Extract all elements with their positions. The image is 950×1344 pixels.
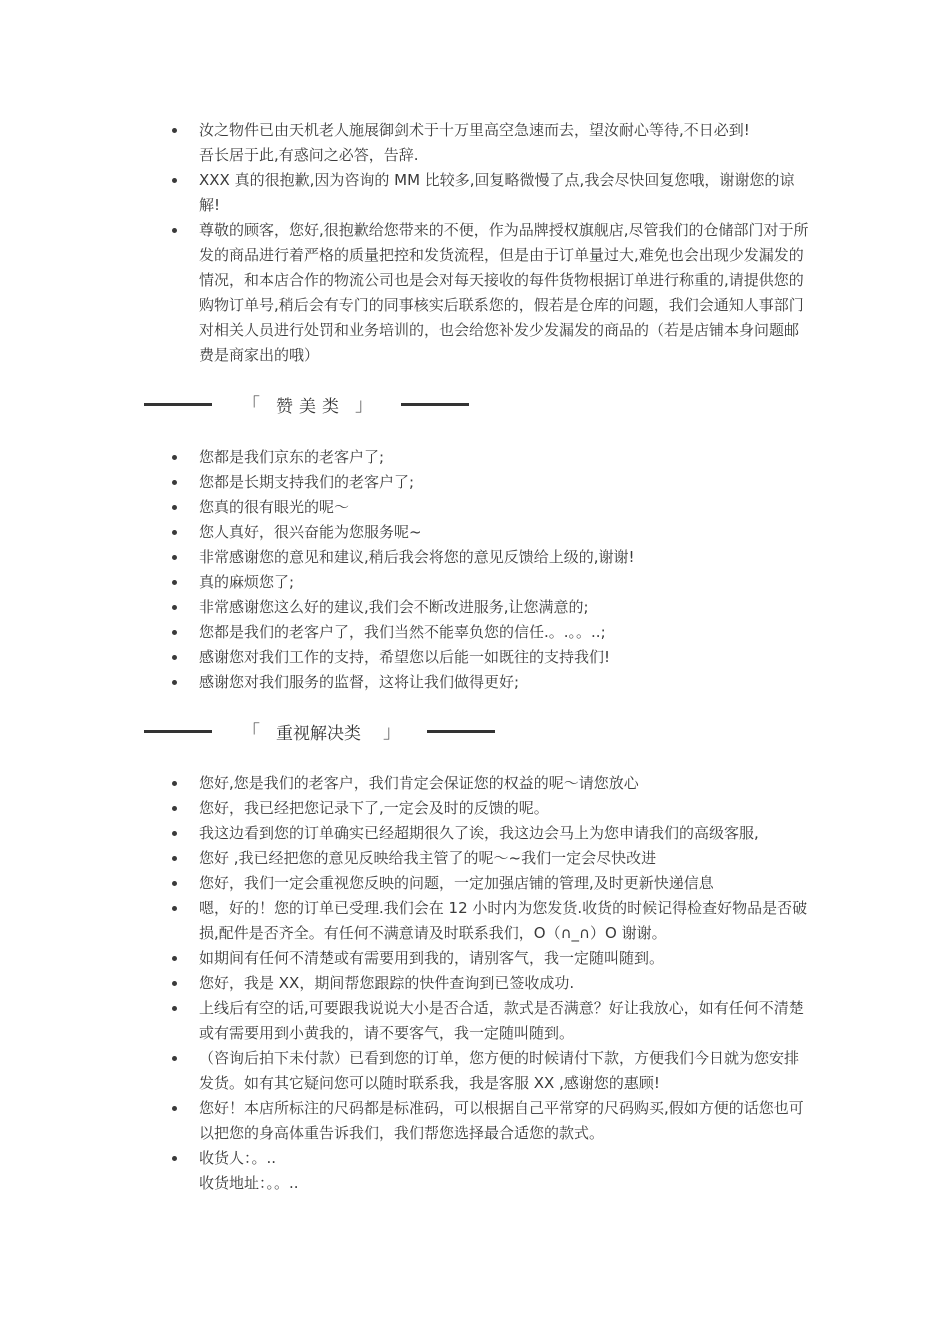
list-item: [172, 971, 812, 996]
bullet-icon: [172, 178, 177, 183]
bullet-icon: [172, 530, 177, 535]
bullet-icon: [172, 580, 177, 585]
list-item-text: 您好！本店所标注的尺码都是标准码，可以根据自己平常穿的尺码购买,假如方便的话您也可以把您的身高体重告诉我们，我们帮您选择最合适您的款式。: [199, 1099, 804, 1142]
list-item-text: 收货人：。.. 收货地址：。。..: [199, 1149, 299, 1192]
list-item-text: 尊敬的顾客，您好,很抱歉给您带来的不便，作为品牌授权旗舰店,尽管我们的仓储部门对于所发的商品进行着严格的质量把控和发货流程，但是由于订单量过大,难免也会出现少发漏发的情况，和本店合作的物流公司也是会对每天接收的每件货物根据订单进行称重的,请提供您的购物订单号,稍后会有专门的同事核实后联系您的，假若是仓库的问题，我们会通知人事部门对相关人员进行处罚和业务培训的，也会给您补发少发漏发的商品的（若是店铺本身问题邮费是商家出的哦）: [199, 221, 809, 364]
list-item-text: 感谢您对我们工作的支持，希望您以后能一如既往的支持我们!: [199, 648, 611, 666]
list-item: [172, 470, 812, 495]
list-item: [172, 620, 812, 645]
list-item: [172, 846, 812, 871]
list-item: [172, 570, 812, 595]
list-item: [172, 545, 812, 570]
list-item-text: 您人真好，很兴奋能为您服务呢~: [199, 523, 422, 541]
list-item-text: 您都是长期支持我们的老客户了;: [199, 473, 415, 491]
resolve-reply-list: [172, 771, 812, 1196]
list-item: [172, 871, 812, 896]
list-item: [172, 495, 812, 520]
list-item: [172, 168, 812, 218]
list-item-text: 感谢您对我们服务的监督，这将让我们做得更好;: [199, 673, 520, 691]
bullet-icon: [172, 1056, 177, 1061]
bullet-icon: [172, 831, 177, 836]
heading-bracket-close: 」: [383, 722, 401, 743]
list-item: [172, 1146, 812, 1196]
list-item: [172, 118, 812, 168]
bullet-icon: [172, 605, 177, 610]
bullet-icon: [172, 455, 177, 460]
bullet-icon: [172, 1006, 177, 1011]
list-item-text: 您好，我是 XX，期间帮您跟踪的快件查询到已签收成功.: [199, 974, 575, 992]
list-item-text: 非常感谢您这么好的建议,我们会不断改进服务,让您满意的;: [199, 598, 589, 616]
list-item-text: 您好 ,我已经把您的意见反映给我主管了的呢～~我们一定会尽快改进: [199, 849, 657, 867]
section-title: 重视解决类: [276, 723, 361, 744]
bullet-icon: [172, 555, 177, 560]
list-item-text: 您好,您是我们的老客户，我们肯定会保证您的权益的呢～请您放心: [199, 774, 639, 792]
list-item: [172, 1046, 812, 1096]
bullet-icon: [172, 881, 177, 886]
heading-bracket-close: 」: [355, 395, 373, 416]
praise-reply-list: [172, 445, 812, 695]
list-item-text: 非常感谢您的意见和建议,稍后我会将您的意见反馈给上级的,谢谢!: [199, 548, 635, 566]
bullet-icon: [172, 856, 177, 861]
heading-divider-right: [401, 403, 469, 406]
heading-divider-left: [144, 403, 212, 406]
list-item-text: 您好，我已经把您记录下了,一定会及时的反馈的呢。: [199, 799, 549, 817]
section-title: 赞美类: [276, 396, 345, 417]
bullet-icon: [172, 1106, 177, 1111]
list-item: [172, 771, 812, 796]
list-item: [172, 821, 812, 846]
section-heading-praise: [144, 392, 469, 416]
bullet-icon: [172, 956, 177, 961]
list-item: [172, 595, 812, 620]
list-item: [172, 946, 812, 971]
list-item-text: 您真的很有眼光的呢～: [199, 498, 350, 516]
list-item: [172, 896, 812, 946]
heading-divider-right: [427, 730, 495, 733]
list-item: [172, 445, 812, 470]
list-item-text: （咨询后拍下未付款）已看到您的订单，您方便的时候请付下款，方便我们今日就为您安排发货。如有其它疑问您可以随时联系我，我是客服 XX ,感谢您的惠顾!: [199, 1049, 800, 1092]
list-item-text: 您都是我们京东的老客户了;: [199, 448, 385, 466]
heading-bracket-open: 「: [242, 395, 260, 416]
list-item: [172, 218, 812, 368]
list-item-text: 汝之物件已由天机老人施展御剑术于十万里高空急速而去，望汝耐心等待,不日必到! 吾长居于此,有惑问之必答，告辞.: [199, 121, 750, 164]
list-item-text: 真的麻烦您了;: [199, 573, 295, 591]
bullet-icon: [172, 981, 177, 986]
bullet-icon: [172, 480, 177, 485]
list-item: [172, 996, 812, 1046]
list-item-text: 上线后有空的话,可要跟我说说大小是否合适，款式是否满意？好让我放心，如有任何不清楚或有需要用到小黄我的，请不要客气，我一定随叫随到。: [199, 999, 804, 1042]
list-item: [172, 520, 812, 545]
list-item-text: 如期间有任何不清楚或有需要用到我的，请别客气，我一定随叫随到。: [199, 949, 665, 967]
list-item-text: 您都是我们的老客户了，我们当然不能辜负您的信任.。.。。..;: [199, 623, 606, 641]
list-item: [172, 1096, 812, 1146]
list-item: [172, 796, 812, 821]
bullet-icon: [172, 630, 177, 635]
bullet-icon: [172, 806, 177, 811]
heading-divider-left: [144, 730, 212, 733]
list-item-text: 嗯，好的！您的订单已受理.我们会在 12 小时内为您发货.收货的时候记得检查好物品是否破损,配件是否齐全。有任何不满意请及时联系我们，O（∩_∩）O 谢谢。: [199, 899, 808, 942]
list-item: [172, 670, 812, 695]
bullet-icon: [172, 228, 177, 233]
bullet-icon: [172, 781, 177, 786]
list-item-text: 我这边看到您的订单确实已经超期很久了诶，我这边会马上为您申请我们的高级客服,: [199, 824, 759, 842]
intro-reply-list: [172, 118, 812, 368]
bullet-icon: [172, 655, 177, 660]
bullet-icon: [172, 906, 177, 911]
bullet-icon: [172, 128, 177, 133]
bullet-icon: [172, 680, 177, 685]
bullet-icon: [172, 505, 177, 510]
section-heading-resolve: [144, 719, 495, 743]
list-item-text: XXX 真的很抱歉,因为咨询的 MM 比较多,回复略微慢了点,我会尽快回复您哦，谢谢您的谅解!: [199, 171, 795, 214]
list-item-text: 您好，我们一定会重视您反映的问题，一定加强店铺的管理,及时更新快递信息: [199, 874, 714, 892]
heading-bracket-open: 「: [242, 722, 260, 743]
bullet-icon: [172, 1156, 177, 1161]
list-item: [172, 645, 812, 670]
